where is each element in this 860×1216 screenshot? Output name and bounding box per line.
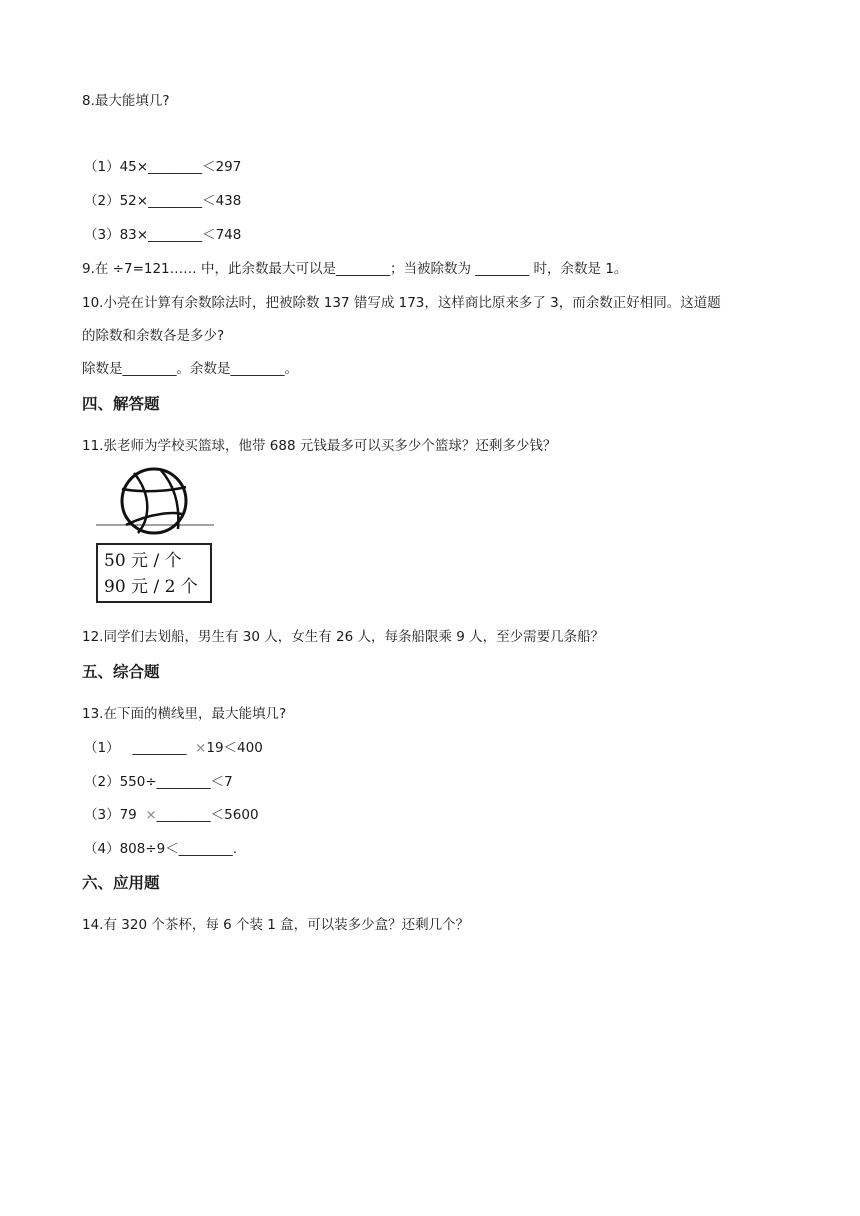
basketball-figure [94, 467, 216, 607]
times-icon: × [195, 740, 207, 756]
q13-item-3-suffix: ________＜5600 [156, 807, 259, 823]
q13-item-1-prefix: （1） ________ [84, 740, 196, 756]
q13-item-3-prefix: （3）79 [84, 807, 146, 823]
q13-title: 13.在下面的横线里，最大能填几? [82, 706, 287, 722]
q13-item-1 [84, 739, 263, 757]
q8-title: 8.最大能填几? [82, 93, 170, 109]
q13-item-3 [84, 806, 259, 824]
q10-line-2: 的除数和余数各是多少? [82, 328, 225, 344]
section-heading-4: 四、解答题 [82, 395, 160, 413]
price-line-single: 50 元 / 个 [104, 551, 182, 571]
q14-text: 14.有 320 个茶杯，每 6 个装 1 盒，可以装多少盒？还剩几个？ [82, 917, 470, 933]
q13-item-4: （4）808÷9＜________. [84, 841, 238, 857]
q9-text: 9.在 ÷7=121…… 中，此余数最大可以是________；当被除数为 ________ 时，余数是 1。 [82, 261, 628, 277]
price-box [96, 543, 212, 603]
q10-line-1: 10.小亮在计算有余数除法时，把被除数 137 错写成 173，这样商比原来多了 3，而余数正好相同。这道题 [82, 295, 721, 311]
q8-item-2: （2）52×________＜438 [84, 193, 242, 209]
section-heading-6: 六、应用题 [82, 874, 160, 892]
q8-item-3: （3）83×________＜748 [84, 227, 242, 243]
q10-answer: 除数是________。余数是________。 [82, 361, 298, 377]
basketball-icon [94, 467, 216, 537]
section-heading-5: 五、综合题 [82, 663, 160, 681]
q13-item-2: （2）550÷________＜7 [84, 774, 233, 790]
q13-item-1-suffix: 19＜400 [206, 740, 263, 756]
times-icon: × [145, 807, 157, 823]
price-line-pair: 90 元 / 2 个 [104, 577, 198, 597]
q12-text: 12.同学们去划船，男生有 30 人，女生有 26 人，每条船限乘 9 人，至少需要几条船？ [82, 629, 605, 645]
q8-item-1: （1）45×________＜297 [84, 159, 242, 175]
q11-text: 11.张老师为学校买篮球，他带 688 元钱最多可以买多少个篮球？还剩多少钱？ [82, 438, 557, 454]
